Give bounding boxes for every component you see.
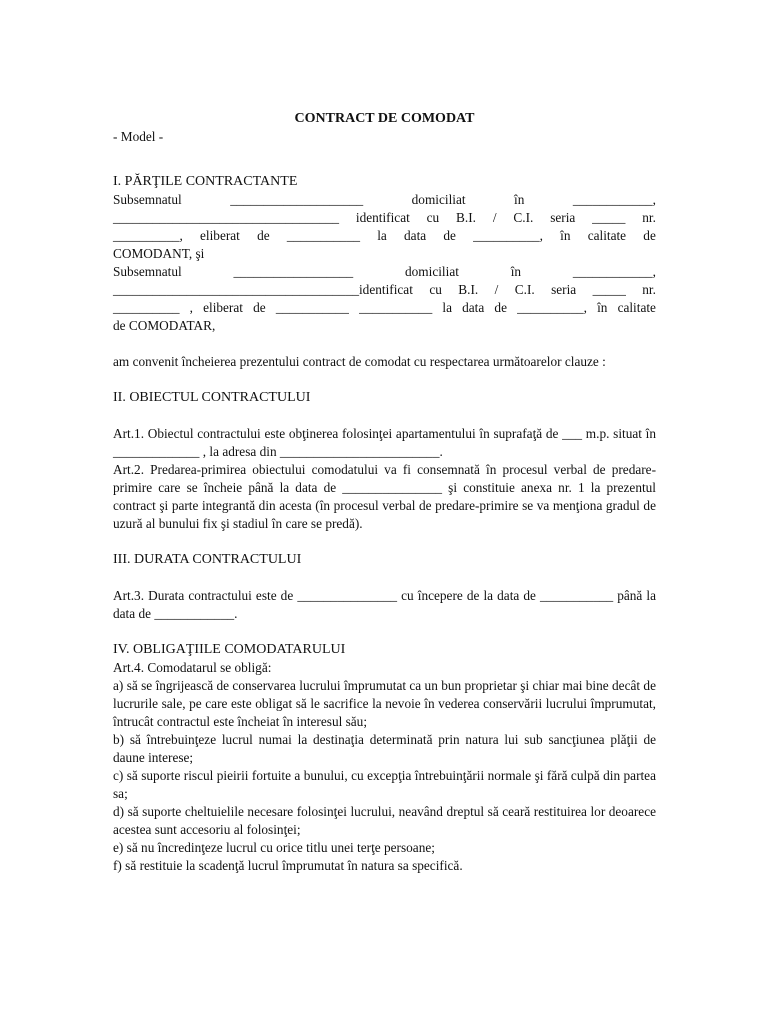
comodant-line-4: COMODANT, şi xyxy=(113,246,205,261)
line-word: nr. xyxy=(642,282,656,297)
line-word: în xyxy=(560,228,571,243)
obligation-b: b) să întrebuinţeze lucrul numai la destinaţia determinată prin natura lui sub sancţiunea plăţii de daune interese; xyxy=(113,732,656,765)
document-subtitle: - Model - xyxy=(113,129,164,144)
line-word: domiciliat xyxy=(405,264,459,279)
line-word: de xyxy=(443,228,456,243)
line-word: ____________________ xyxy=(230,192,364,207)
section-heading-obligations: IV. OBLIGAŢIILE COMODATARULUI xyxy=(113,642,346,657)
line-word: C.I. xyxy=(513,210,534,225)
line-word: data xyxy=(462,300,485,315)
line-word: _____ xyxy=(592,282,626,297)
line-word: în xyxy=(514,192,525,207)
line-word: __________, xyxy=(113,228,183,243)
line-word: __________________ xyxy=(233,264,354,279)
comodatar-line-2 xyxy=(113,281,656,299)
section-heading-parties: I. PĂRŢILE CONTRACTANTE xyxy=(113,174,298,189)
agreement-paragraph: am convenit încheierea prezentului contract de comodat cu respectarea următoarelor clauze : xyxy=(113,354,606,369)
article-3: Art.3. Durata contractului este de _______________ cu începere de la data de ___________ până la data de ____________. xyxy=(113,588,656,621)
document-title: CONTRACT DE COMODAT xyxy=(294,111,475,126)
comodant-line-2 xyxy=(113,209,656,227)
line-word: la xyxy=(442,300,452,315)
line-word: identificat xyxy=(355,210,410,225)
line-word: în xyxy=(597,300,608,315)
line-word: cu xyxy=(429,282,442,297)
line-word: / xyxy=(494,282,499,297)
line-word: __________, xyxy=(473,228,543,243)
line-word: , xyxy=(189,300,193,315)
obligation-e: e) să nu încredinţeze lucrul cu orice titlu unei terţe persoane; xyxy=(113,840,435,855)
comodant-line-1 xyxy=(113,191,656,209)
line-word: nr. xyxy=(642,210,656,225)
line-word: de xyxy=(253,300,266,315)
comodatar-line-4: de COMODATAR, xyxy=(113,318,216,333)
line-word: B.I. xyxy=(456,210,476,225)
comodant-line-3 xyxy=(113,227,656,245)
line-word: ____________, xyxy=(572,192,656,207)
line-word: __________________________________ xyxy=(113,210,340,225)
line-word: de xyxy=(494,300,507,315)
line-word: domiciliat xyxy=(411,192,466,207)
line-word: data xyxy=(404,228,427,243)
line-word: / xyxy=(492,210,497,225)
article-4: Art.4. Comodatarul se obligă: xyxy=(113,660,272,675)
line-word: B.I. xyxy=(458,282,479,297)
line-word: _____ xyxy=(592,210,626,225)
line-word: __________ xyxy=(113,300,180,315)
line-word: de xyxy=(257,228,270,243)
line-word: ___________ xyxy=(286,228,360,243)
line-word: seria xyxy=(550,210,576,225)
line-word: eliberat xyxy=(203,300,243,315)
section-heading-object: II. OBIECTUL CONTRACTULUI xyxy=(113,390,311,405)
line-word: calitate xyxy=(587,228,627,243)
obligation-f: f) să restituie la scadenţă lucrul împrumutat în natura sa specifică. xyxy=(113,858,463,873)
line-word: ____________, xyxy=(572,264,656,279)
obligation-a: a) să se îngrijească de conservarea lucrului împrumutat ca un bun proprietar şi chiar mai bine decât de lucrurile sale, pe care este obligat să le sacrifice la nevoie în vederea conservării lucrului împrumutat, întrucât contractul este încheiat în interesul său; xyxy=(113,678,656,729)
line-word: calitate xyxy=(617,300,656,315)
line-word: _____________________________________identificat xyxy=(113,282,413,297)
article-2: Art.2. Predarea-primirea obiectului comodatului va fi consemnată în procesul verbal de predare-primire care se încheie până la data de _______________ şi constituie anexa nr. 1 la prezentul contract şi parte integrantă din acesta (în procesul verbal de predare-primire se va menţiona gradul de uzură al bunului fix şi stadiul în care se predă). xyxy=(113,462,656,531)
line-word: cu xyxy=(426,210,440,225)
line-word: eliberat xyxy=(200,228,240,243)
line-word: în xyxy=(510,264,522,279)
comodatar-line-3 xyxy=(113,299,656,317)
article-1: Art.1. Obiectul contractului este obţinerea folosinţei apartamentului în suprafaţă de ___ m.p. situat în _____________ , la adresa din ________________________. xyxy=(113,426,656,459)
line-word: seria xyxy=(551,282,577,297)
line-word: Subsemnatul xyxy=(113,264,182,279)
obligation-d: d) să suporte cheltuielile necesare folosinţei lucrului, neavând dreptul să ceară restituirea lor deoarece acestea sunt accesoriu al folosinţei; xyxy=(113,804,656,837)
section-heading-duration: III. DURATA CONTRACTULUI xyxy=(113,552,302,567)
line-word: de xyxy=(643,228,656,243)
line-word: ___________ xyxy=(275,300,349,315)
line-word: __________, xyxy=(517,300,587,315)
line-word: ___________ xyxy=(359,300,433,315)
document-body xyxy=(113,110,656,875)
comodatar-line-1 xyxy=(113,263,656,281)
obligation-c: c) să suporte riscul pieirii fortuite a bunului, cu excepţia întrebuinţării normale şi fără culpă din partea sa; xyxy=(113,768,656,801)
line-word: Subsemnatul xyxy=(113,192,182,207)
line-word: C.I. xyxy=(514,282,535,297)
line-word: la xyxy=(377,228,387,243)
